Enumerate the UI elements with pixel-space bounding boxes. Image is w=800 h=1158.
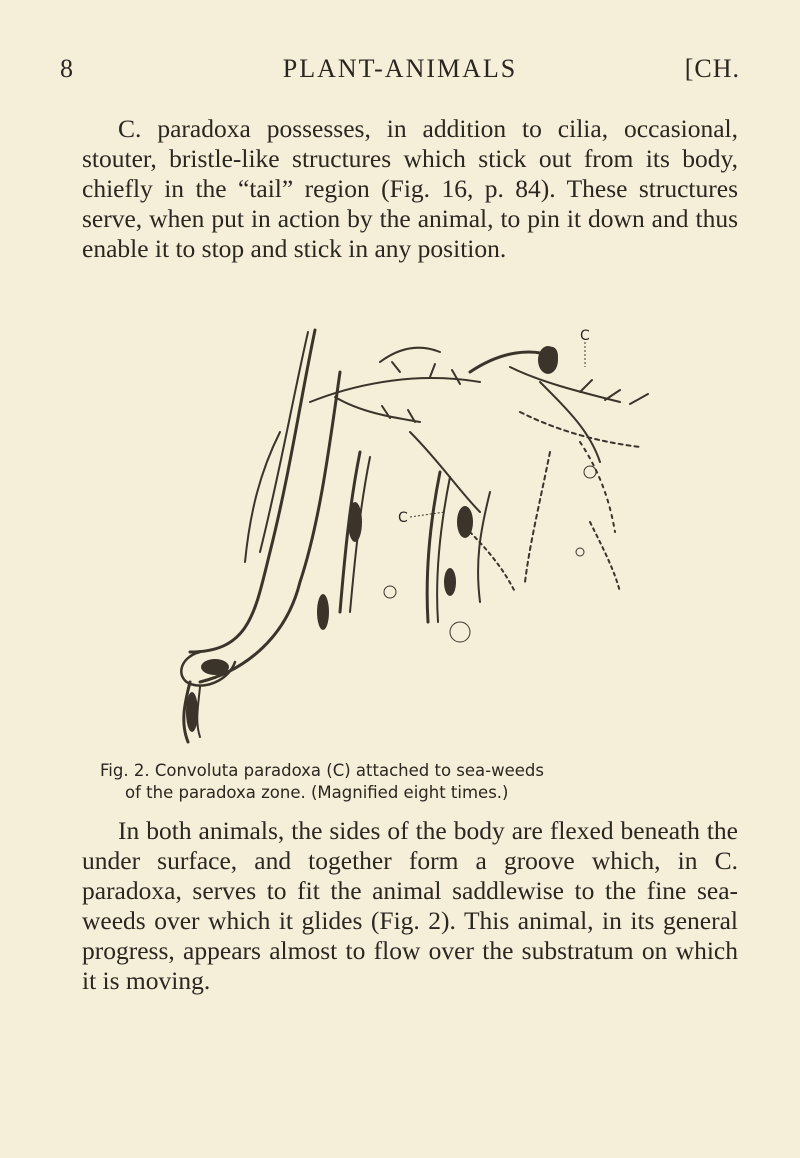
page-header [60, 54, 740, 94]
figure-caption [100, 760, 740, 804]
running-title: PLANT-ANIMALS [282, 54, 518, 83]
figure-label-c-middle: C [398, 510, 408, 526]
seaweed-drawing [160, 322, 720, 752]
caption-line-1: Fig. 2. Convoluta paradoxa (C) attached to sea-weeds [100, 761, 544, 780]
caption-line-2: of the paradoxa zone. (Magnified eight times.) [125, 783, 509, 802]
page-number: 8 [60, 54, 73, 83]
chapter-mark: [CH. [684, 54, 740, 83]
paragraph-2: In both animals, the sides of the body are flexed beneath the under surface, and together form a groove which, in C. paradoxa, serves to fit the animal saddlewise to the fine sea-weeds over which it glides (Fig. 2). This animal, in its general progress, appears almost to flow over the substratum on which it is moving. [82, 816, 738, 995]
figure-illustration [160, 322, 720, 752]
figure-label-c-top: C [580, 328, 590, 344]
paragraph-1: C. paradoxa possesses, in addition to cilia, occasional, stouter, bristle-like structures which stick out from its body, chiefly in the “tail” region (Fig. 16, p. 84). These structures serve, when put in action by the animal, to pin it down and thus enable it to stop and stick in any position. [82, 114, 738, 263]
